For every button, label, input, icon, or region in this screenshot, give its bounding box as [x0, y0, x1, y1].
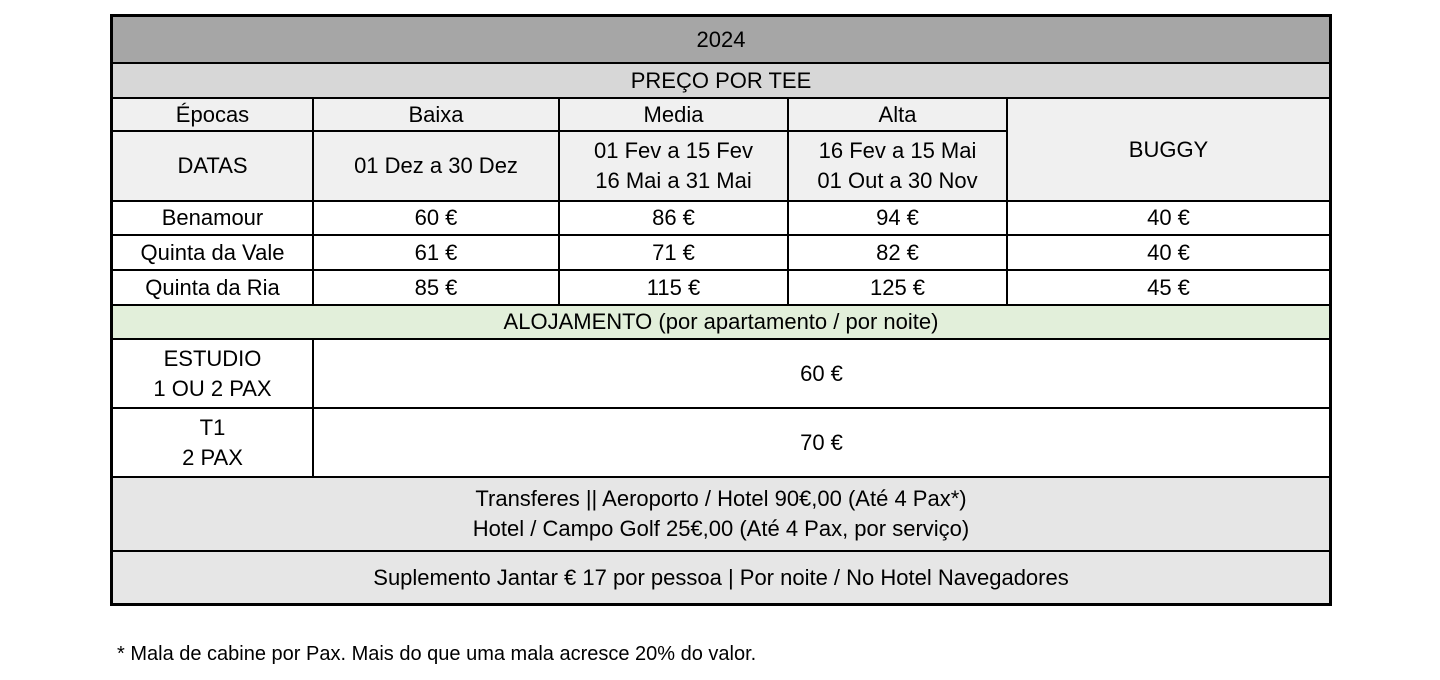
- course-name: Quinta da Ria: [113, 270, 313, 305]
- dates-line: 01 Fev a 15 Fev: [594, 138, 753, 163]
- price-baixa: 61 €: [313, 235, 559, 270]
- epocas-label: Épocas: [113, 98, 313, 131]
- datas-label: DATAS: [113, 131, 313, 201]
- transfers-line: Hotel / Campo Golf 25€,00 (Até 4 Pax, por serviço): [472, 516, 970, 541]
- price-buggy: 40 €: [1007, 235, 1329, 270]
- course-row: [113, 270, 1329, 305]
- accommodation-title: ALOJAMENTO (por apartamento / por noite): [113, 305, 1329, 339]
- accommodation-row: [113, 339, 1329, 408]
- supplement-cell: Suplemento Jantar € 17 por pessoa | Por noite / No Hotel Navegadores: [113, 551, 1329, 603]
- price-table: [113, 17, 1329, 603]
- price-baixa: 85 €: [313, 270, 559, 305]
- price-media: 71 €: [559, 235, 788, 270]
- price-buggy: 40 €: [1007, 201, 1329, 235]
- accommodation-row: [113, 408, 1329, 477]
- dates-line: 01 Out a 30 Nov: [817, 168, 978, 193]
- price-alta: 94 €: [788, 201, 1007, 235]
- accommodation-type: [113, 339, 313, 408]
- year-cell: 2024: [113, 17, 1329, 63]
- accommodation-price: 60 €: [313, 339, 1329, 408]
- price-media: 86 €: [559, 201, 788, 235]
- buggy-label: BUGGY: [1007, 98, 1329, 201]
- accommodation-type: [113, 408, 313, 477]
- dates-line: 16 Fev a 15 Mai: [818, 138, 977, 163]
- accommodation-type-line: T1: [199, 414, 226, 440]
- price-buggy: 45 €: [1007, 270, 1329, 305]
- season-dates-media: [559, 131, 788, 201]
- course-row: [113, 235, 1329, 270]
- price-alta: 82 €: [788, 235, 1007, 270]
- dates-line: 01 Dez a 30 Dez: [354, 153, 518, 178]
- course-row: [113, 201, 1329, 235]
- season-name-baixa: Baixa: [313, 98, 559, 131]
- dates-line: 16 Mai a 31 Mai: [595, 168, 752, 193]
- season-dates-alta: [788, 131, 1007, 201]
- course-name: Benamour: [113, 201, 313, 235]
- section-title-cell: PREÇO POR TEE: [113, 63, 1329, 98]
- season-dates-baixa: [313, 131, 559, 201]
- price-media: 115 €: [559, 270, 788, 305]
- price-baixa: 60 €: [313, 201, 559, 235]
- accommodation-type-line: ESTUDIO: [163, 345, 262, 371]
- season-name-alta: Alta: [788, 98, 1007, 131]
- transfers-line: Transferes || Aeroporto / Hotel 90€,00 (Até 4 Pax*): [475, 486, 967, 511]
- accommodation-type-line: 2 PAX: [182, 444, 243, 470]
- season-name-media: Media: [559, 98, 788, 131]
- accommodation-price: 70 €: [313, 408, 1329, 477]
- accommodation-type-line: 1 OU 2 PAX: [153, 375, 272, 401]
- price-table-container: [110, 14, 1332, 606]
- price-alta: 125 €: [788, 270, 1007, 305]
- footnote: * Mala de cabine por Pax. Mais do que uma mala acresce 20% do valor.: [117, 643, 757, 665]
- course-name: Quinta da Vale: [113, 235, 313, 270]
- transfers-cell: [113, 477, 1329, 551]
